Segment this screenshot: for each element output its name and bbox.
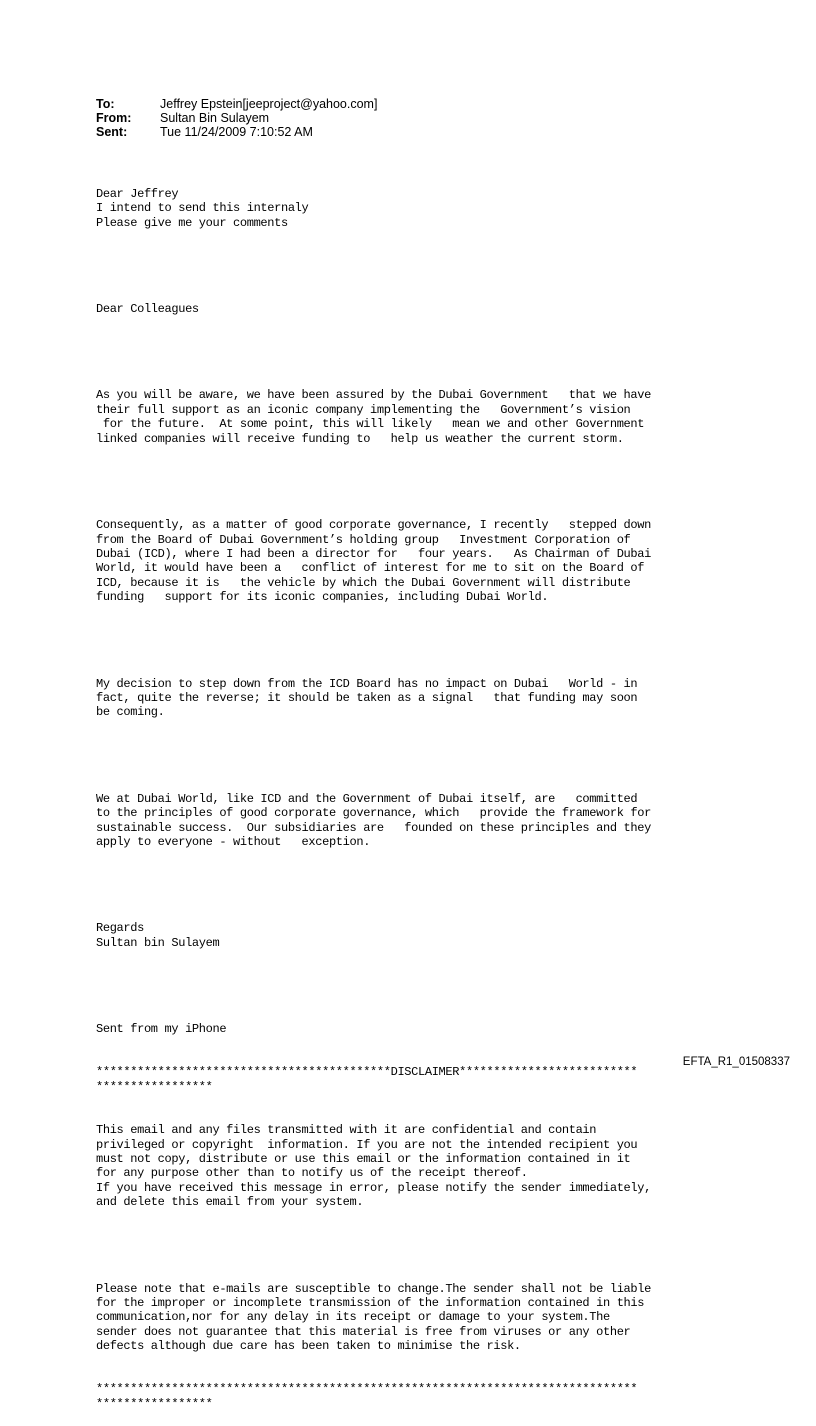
paragraph-4: We at Dubai World, like ICD and the Government of Dubai itself, are committed to the principles of good corporate governance, which provide the framework for sustainable success. Our subsidiaries are founded on these principles and they apply to everyone - without exception. bbox=[96, 791, 651, 850]
intro-text: Dear Jeffrey I intend to send this internaly Please give me your comments bbox=[96, 186, 309, 230]
document-id: EFTA_R1_01508337 bbox=[682, 1056, 790, 1068]
sent-row bbox=[96, 125, 377, 139]
paragraph-3: My decision to step down from the ICD Board has no impact on Dubai World - in fact, quite the reverse; it should be taken as a signal that funding may soon be coming. bbox=[96, 676, 638, 720]
from-row bbox=[96, 111, 377, 125]
disclaimer-paragraph-1: This email and any files transmitted with it are confidential and contain privileged or copyright information. If you are not the intended recipient you must not copy, distribute or use this email or the information contained in it for any purpose other than to notify us of the receipt thereof. If you have received this message in error, please notify the sender immediately, and delete this email from your system. bbox=[96, 1123, 651, 1210]
to-value: Jeffrey Epstein[jeeproject@yahoo.com] bbox=[160, 97, 378, 111]
salutation: Dear Colleagues bbox=[96, 302, 199, 317]
closing: Regards Sultan bin Sulayem bbox=[96, 921, 220, 950]
disclaimer-rule-bottom: ******************************************************************************* ***************** bbox=[96, 1382, 638, 1411]
sent-label: Sent: bbox=[96, 125, 128, 139]
email-body bbox=[96, 158, 736, 1426]
disclaimer-paragraph-2: Please note that e-mails are susceptible to change.The sender shall not be liable for the improper or incomplete transmission of the information contained in this communication,nor for any delay in its receipt or damage to your system.The sender does not guarantee that this material is free from viruses or any other defects although due care has been taken to minimise the risk. bbox=[96, 1281, 651, 1354]
paragraph-2: Consequently, as a matter of good corporate governance, I recently stepped down from the Board of Dubai Government’s holding group Investment Corporation of Dubai (ICD), where I had been a director for four years. As Chairman of Dubai World, it would have been a conflict of interest for me to sit on the Board of ICD, because it is the vehicle by which the Dubai Government will distribute funding support for its iconic companies, including Dubai World. bbox=[96, 518, 651, 605]
disclaimer-rule-top: *******************************************DISCLAIMER************************** ***************** bbox=[96, 1065, 638, 1094]
to-label: To: bbox=[96, 97, 115, 111]
from-label: From: bbox=[96, 111, 132, 125]
paragraph-1: As you will be aware, we have been assured by the Dubai Government that we have their full support as an iconic company implementing the Government’s vision for the future. At some point, this will likely mean we and other Government linked companies will receive funding to help us weather the current storm. bbox=[96, 388, 651, 446]
to-row bbox=[96, 97, 377, 111]
email-header bbox=[96, 97, 377, 139]
sent-value: Tue 11/24/2009 7:10:52 AM bbox=[160, 125, 313, 139]
from-value: Sultan Bin Sulayem bbox=[160, 111, 270, 125]
sent-from-line: Sent from my iPhone bbox=[96, 1022, 227, 1037]
